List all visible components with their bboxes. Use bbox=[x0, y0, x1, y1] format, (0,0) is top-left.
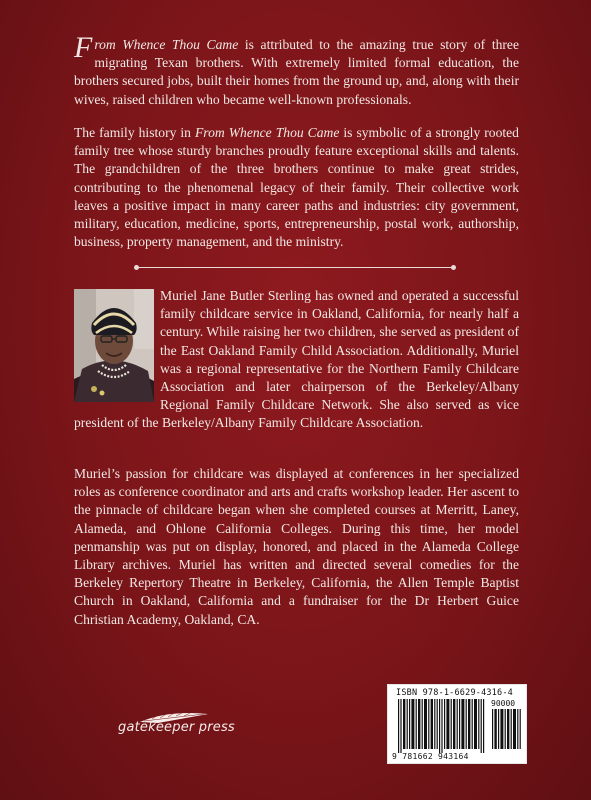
isbn-label: ISBN 978-1-6629-4316-4 bbox=[396, 688, 513, 698]
intro-paragraph bbox=[74, 31, 519, 109]
publisher-name: gatekeeper press bbox=[118, 720, 235, 735]
barcode-bars bbox=[398, 699, 488, 753]
barcode-number: 9 781662 943164 bbox=[392, 752, 469, 761]
family-text: is symbolic of a strongly rooted family tree whose sturdy branches proudly feature exceptional skills and talents. The grandchildren of the three brothers continue to make great strides, contributing to the phenomenal legacy of their family. Their collective work leaves a positive impact in many career paths and industries: city government, military, education, medicine, sports, entrepreneurship, postal work, authorship, business, property management, and the ministry. bbox=[74, 125, 519, 250]
family-paragraph bbox=[74, 124, 519, 251]
price-code: 90000 bbox=[491, 699, 516, 708]
intro-text: is attributed to the amazing true story of three migrating Texan brothers. With extremely limited formal education, the brothers secured jobs, built their homes from the ground up, and, along with their wives, raised children who became well-known professionals. bbox=[74, 37, 519, 107]
isbn-barcode bbox=[387, 684, 527, 764]
ornamental-divider bbox=[137, 267, 453, 268]
bio-paragraph-1 bbox=[74, 287, 519, 433]
publisher-logo bbox=[118, 706, 238, 746]
bio-text-1: Muriel Jane Butler Sterling has owned and operated a successful family childcare service in Oakland, California, for nearly half a century. While raising her two children, she served as president of the East Oakland Family Child Association. Additionally, Muriel was a regional representative for the Northern Family Childcare Association and later chairperson of the Berkeley/Albany Regional Family Childcare Network. She also served as vice president of the Berkeley/Albany Family Childcare Association. bbox=[74, 288, 519, 431]
book-title-inline-2: From Whence Thou Came bbox=[194, 125, 340, 140]
photo-spacer bbox=[74, 287, 160, 407]
family-lead: The family history in bbox=[74, 125, 195, 140]
price-barcode-bars bbox=[492, 709, 522, 749]
book-title-inline: rom Whence Thou Came bbox=[94, 37, 239, 52]
bio-paragraph-2: Muriel’s passion for childcare was displayed at conferences in her specialized roles as conference coordinator and arts and crafts workshop leader. Her ascent to the pinnacle of childcare began when she completed courses at Merritt, Laney, Alameda, and Ohlone California Colleges. During this time, her model penmanship was put on display, honored, and placed in the Alameda College Library archives. Muriel has written and directed several comedies for the Berkeley Repertory Theatre in Berkeley, California, the Allen Temple Baptist Church in Oakland, California and a fundraiser for the Dr Herbert Guice Christian Academy, Oakland, CA. bbox=[74, 466, 519, 627]
dropcap: F bbox=[74, 31, 93, 64]
